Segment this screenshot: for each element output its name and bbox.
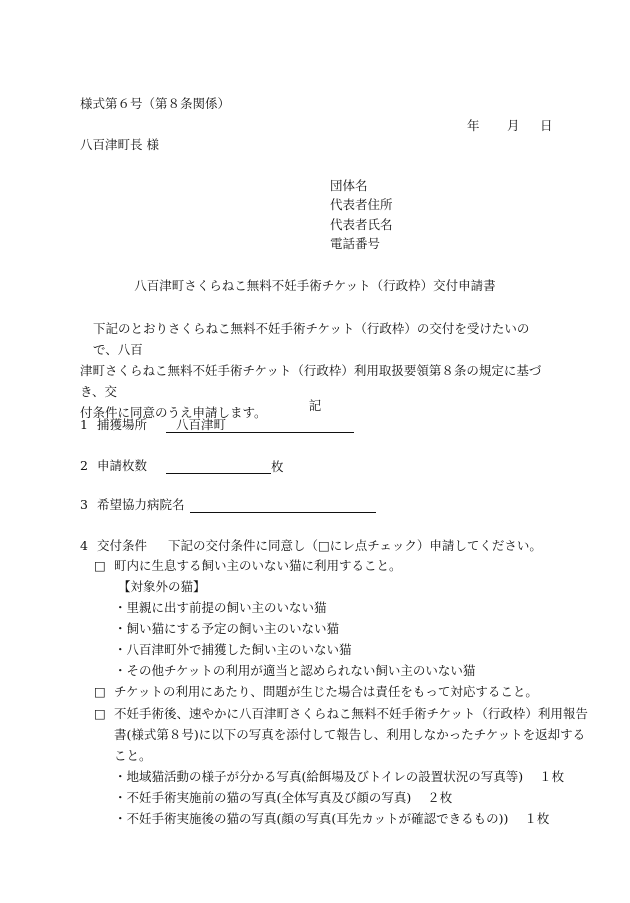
- item-2-number: 2: [80, 458, 88, 473]
- condition-2-text: チケットの利用にあたり、問題が生じた場合は責任をもって対応すること。: [114, 684, 538, 699]
- photo-requirement-text: ・地域猫活動の様子が分かる写真(給餌場及びトイレの設置状況の写真等): [114, 769, 524, 784]
- applicant-address: 代表者住所: [330, 197, 393, 212]
- excluded-item: ・その他チケットの利用が適当と認められない飼い主のいない猫: [114, 663, 476, 678]
- capture-location-value: 八百津町: [176, 417, 227, 432]
- ticket-count-field[interactable]: [166, 458, 284, 474]
- ticket-count-unit: 枚: [271, 459, 284, 474]
- date-year: 年: [467, 118, 480, 133]
- photo-requirement-text: ・不妊手術実施後の猫の写真(顔の写真(耳先カットが確認できるもの)): [114, 811, 509, 826]
- photo-requirement: [114, 811, 549, 826]
- excluded-item: ・飼い猫にする予定の飼い主のいない猫: [114, 621, 340, 636]
- item-3-number: 3: [80, 497, 88, 512]
- item-4-number: 4: [80, 538, 88, 553]
- item-4-instruction: 下記の交付条件に同意し（□にレ点チェック）申請してください。: [168, 538, 542, 553]
- hospital-name-field[interactable]: [190, 497, 376, 513]
- form-number: 様式第６号（第８条関係）: [80, 96, 231, 111]
- photo-requirement: [114, 790, 452, 805]
- condition-3-line-1: 不妊手術後、速やかに八百津町さくらねこ無料不妊手術チケット（行政枠）利用報告: [114, 706, 588, 721]
- item-2-label: 申請枚数: [97, 458, 148, 473]
- item-1-number: 1: [80, 417, 88, 432]
- applicant-phone: 電話番号: [330, 236, 381, 251]
- photo-requirement-count: ２枚: [427, 790, 453, 805]
- item-3-label: 希望協力病院名: [97, 497, 185, 512]
- intro-line-1: 下記のとおりさくらねこ無料不妊手術チケット（行政枠）の交付を受けたいので、八百: [93, 321, 530, 357]
- excluded-item: ・八百津町外で捕獲した飼い主のいない猫: [114, 642, 352, 657]
- applicant-group-name: 団体名: [330, 178, 368, 193]
- excluded-item: ・里親に出す前提の飼い主のいない猫: [114, 600, 327, 615]
- condition-3-checkbox[interactable]: □: [94, 706, 106, 721]
- item-4-label: 交付条件: [97, 538, 148, 553]
- condition-1-checkbox[interactable]: □: [94, 558, 106, 573]
- ki-label: 記: [308, 398, 322, 413]
- condition-3-line-2: 書(様式第８号)に以下の写真を添付して報告し、利用しなかったチケットを返却する: [114, 727, 586, 742]
- condition-1-text: 町内に生息する飼い主のいない猫に利用すること。: [114, 558, 402, 573]
- intro-line-2: 津町さくらねこ無料不妊手術チケット（行政枠）利用取扱要領第８条の規定に基づき、交: [80, 363, 542, 399]
- capture-location-field[interactable]: [166, 417, 354, 433]
- intro-line-3: 付条件に同意のうえ申請します。: [80, 405, 267, 420]
- addressee-suffix: 様: [146, 137, 160, 152]
- item-1-label: 捕獲場所: [97, 417, 148, 432]
- photo-requirement-count: １枚: [539, 769, 565, 784]
- page-title: 八百津町さくらねこ無料不妊手術チケット（行政枠）交付申請書: [134, 278, 496, 293]
- photo-requirement: [114, 769, 564, 784]
- excluded-heading: 【対象外の猫】: [118, 579, 206, 594]
- addressee: [80, 137, 159, 152]
- condition-3-line-3: こと。: [114, 748, 152, 763]
- condition-2-checkbox[interactable]: □: [94, 684, 106, 699]
- photo-requirement-count: １枚: [524, 811, 550, 826]
- applicant-representative: 代表者氏名: [330, 217, 393, 232]
- addressee-name: 八百津町長: [80, 137, 143, 152]
- photo-requirement-text: ・不妊手術実施前の猫の写真(全体写真及び顔の写真): [114, 790, 412, 805]
- date-month: 月: [507, 118, 520, 133]
- date-day: 日: [540, 118, 553, 133]
